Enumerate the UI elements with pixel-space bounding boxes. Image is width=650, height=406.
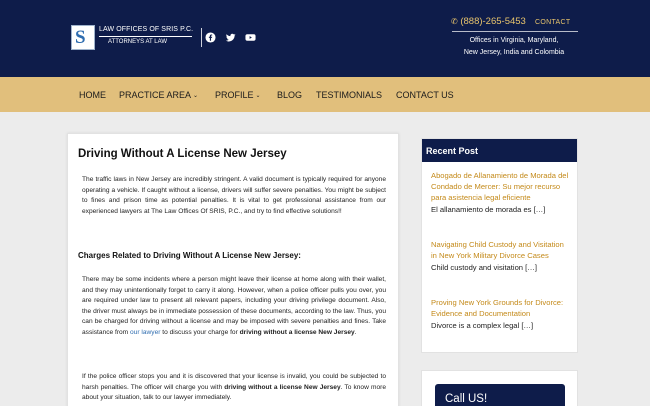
offices-line-2: New Jersey, India and Colombia [463, 48, 565, 56]
phone-icon: ✆ [451, 17, 458, 26]
p3-bold-text: driving without a license New Jersey [224, 383, 341, 391]
call-us-widget [421, 370, 578, 406]
twitter-icon[interactable] [225, 32, 236, 43]
article-paragraph-2 [82, 275, 386, 338]
nav-blog[interactable]: BLOG [277, 90, 303, 100]
p2-bold-text: driving without a license New Jersey [239, 328, 355, 336]
nav-practice-area[interactable] [119, 90, 198, 100]
recent-post-link[interactable]: Proving New York Grounds for Divorce: Evidence and Documentation [431, 298, 564, 318]
nav-profile[interactable] [215, 90, 261, 100]
nav-practice-area-label: PRACTICE AREA [119, 90, 192, 100]
recent-post-link[interactable]: Abogado de Allanamiento de Morada del Condado de Mercer: Su mejor recurso para asistencia legal eficiente [431, 171, 569, 202]
phone-number[interactable] [451, 16, 526, 27]
our-lawyer-link[interactable]: our lawyer [130, 328, 161, 336]
recent-post-link[interactable]: Navigating Child Custody and Visitation in New York Military Divorce Cases [431, 240, 564, 260]
p2-text-end: . [354, 328, 357, 336]
logo-firm-name: LAW OFFICES OF SRIS P.C. [99, 26, 194, 33]
nav-contact-us[interactable]: CONTACT US [396, 90, 454, 100]
p3-text-a: If the police officer stops you and it is discovered that your license is invalid, you could be subjected to harsh penalties. The officer will charge you with [82, 373, 386, 391]
header-divider [201, 28, 202, 47]
recent-posts-title: Recent Post [422, 139, 577, 162]
recent-post-excerpt: Child custody and visitation […] [431, 263, 537, 272]
contact-link[interactable]: CONTACT [535, 19, 571, 26]
header-rule [452, 31, 578, 32]
offices-line-1: Offices in Virginia, Maryland, [469, 37, 559, 44]
logo-tagline: ATTORNEYS AT LAW [108, 39, 168, 45]
phone-text: (888)-265-5453 [460, 16, 526, 27]
nav-home[interactable]: HOME [79, 90, 106, 100]
logo-mark-icon: S [71, 25, 95, 50]
youtube-icon[interactable] [245, 32, 256, 43]
recent-post [431, 239, 571, 273]
recent-post-excerpt: El allanamiento de morada es […] [431, 205, 546, 214]
article-title: Driving Without A License New Jersey [78, 148, 287, 160]
recent-post-excerpt: Divorce is a complex legal […] [431, 321, 534, 330]
article-card [67, 133, 399, 406]
nav-testimonials[interactable]: TESTIMONIALS [316, 90, 383, 100]
nav-profile-label: PROFILE [215, 90, 254, 100]
facebook-icon[interactable] [205, 32, 216, 43]
p2-text-b: to discuss your charge for [162, 328, 238, 336]
recent-post [431, 170, 571, 215]
offices-text [454, 35, 574, 58]
site-header [0, 0, 650, 77]
recent-post [431, 297, 571, 331]
chevron-down-icon: ⌄ [193, 93, 199, 99]
article-intro: The traffic laws in New Jersey are incredibly stringent. A valid document is typically required for anyone operating a vehicle. If caught without a license, drivers will suffer severe penalties. You might be subject to fines and prison time as potential penalties. It is vital to get professional assistance from our experienced lawyers at The Law Offices Of SRIS, P.C., and try to find effective solutions!! [82, 176, 386, 215]
recent-posts-widget [421, 138, 578, 353]
article-paragraph-3 [82, 372, 386, 404]
site-logo[interactable] [71, 25, 192, 51]
p2-text-a: There may be some incidents where a person might leave their license at home along with their wallet, and they may unintentionally forget to carry it along. However, when a police officer pulls you over, you are required under law to present all relevant papers, including your driving privilege document. Also, the driver must always be in immediate possession of these documents, according to the law. Thus, you can be charged for driving without a license and may be imposed with severe penalties and fines. Take assistance from [82, 276, 386, 336]
p3-text-b: . To know more about your situation, talk to our lawyer immediately. [82, 383, 386, 401]
chevron-down-icon: ⌄ [255, 93, 261, 99]
article-subheading: Charges Related to Driving Without A License New Jersey: [78, 251, 301, 260]
main-nav [0, 77, 650, 112]
call-us-button[interactable]: Call US! [435, 384, 565, 406]
logo-divider [99, 36, 192, 37]
